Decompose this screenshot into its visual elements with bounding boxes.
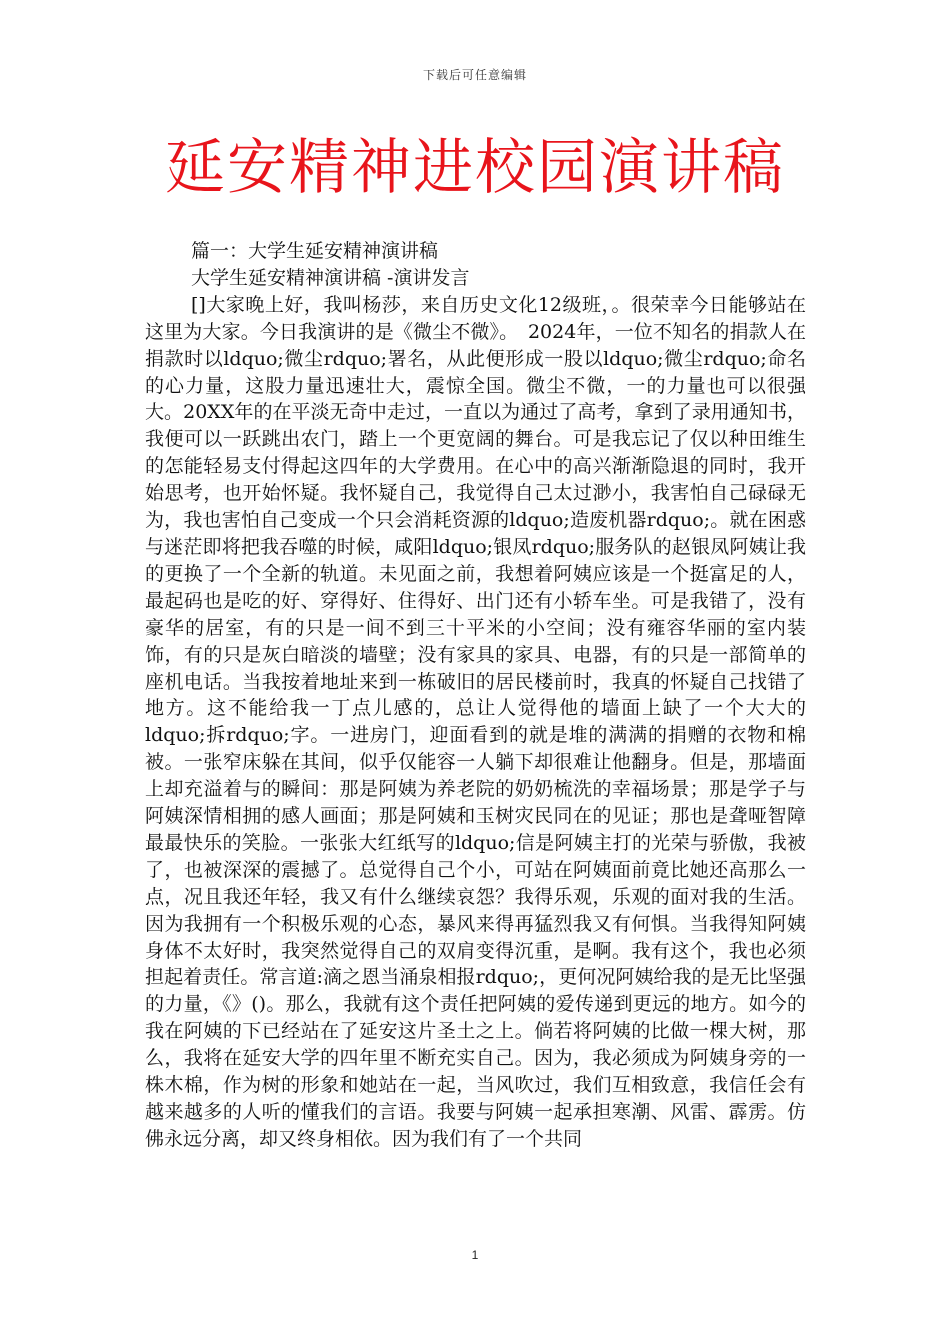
document-body bbox=[145, 238, 806, 1153]
body-paragraph: []大家晚上好，我叫杨莎，来自历史文化12级班，。很荣幸今日能够站在这里为大家。今日我演讲的是《微尘不微》。 2024年，一位不知名的捐款人在捐款时以ldquo;微尘rdquo;署名，从此便形成一股以ldquo;微尘rdquo;命名的心力量，这股力量迅速壮大，震惊全国。微尘不微，一的力量也可以很强大。20XX年的在平淡无奇中走过，一直以为通过了高考，拿到了录用通知书，我便可以一跃跳出农门，踏上一个更宽阔的舞台。可是我忘记了仅以种田维生的怎能轻易支付得起这四年的大学费用。在心中的高兴渐渐隐退的同时，我开始思考，也开始怀疑。我怀疑自己，我觉得自己太过渺小，我害怕自己碌碌无为，我也害怕自己变成一个只会消耗资源的ldquo;造废机器rdquo;。就在困惑与迷茫即将把我吞噬的时候，咸阳ldquo;银凤rdquo;服务队的赵银凤阿姨让我的更换了一个全新的轨道。未见面之前，我想着阿姨应该是一个挺富足的人，最起码也是吃的好、穿得好、住得好、出门还有小轿车坐。可是我错了，没有豪华的居室，有的只是一间不到三十平米的小空间；没有雍容华丽的室内装饰，有的只是灰白暗淡的墙壁；没有家具的家具、电器，有的只是一部简单的座机电话。当我按着地址来到一栋破旧的居民楼前时，我真的怀疑自己找错了地方。这不能给我一丁点儿感的，总让人觉得他的墙面上缺了一个大大的ldquo;拆rdquo;字。一进房门，迎面看到的就是堆的满满的捐赠的衣物和棉被。一张窄床躲在其间，似乎仅能容一人躺下却很难让他翻身。但是，那墙面上却充溢着与的瞬间：那是阿姨为养老院的奶奶梳洗的幸福场景；那是学子与阿姨深情相拥的感人画面；那是阿姨和玉树灾民同在的见证；那也是聋哑智障最最快乐的笑脸。一张张大红纸写的ldquo;信是阿姨主打的光荣与骄傲，我被了，也被深深的震撼了。总觉得自己个小，可站在阿姨面前竟比她还高那么一点，况且我还年轻，我又有什么继续哀怨？我得乐观，乐观的面对我的生活。因为我拥有一个积极乐观的心态，暴风来得再猛烈我又有何惧。当我得知阿姨身体不太好时，我突然觉得自己的双肩变得沉重，是啊。我有这个，我也必须担起着责任。常言道:滴之恩当涌泉相报rdquo;，更何况阿姨给我的是无比坚强的力量，《》()。那么，我就有这个责任把阿姨的爱传递到更远的地方。如今的我在阿姨的下已经站在了延安这片圣土之上。倘若将阿姨的比做一棵大树，那么，我将在延安大学的四年里不断充实自己。因为，我必须成为阿姨身旁的一株木棉，作为树的形象和她站在一起，当风吹过，我们互相致意，我信任会有越来越多的人听的懂我们的言语。我要与阿姨一起承担寒潮、风雷、霹雳。仿佛永远分离，却又终身相依。因为我们有了一个共同 bbox=[145, 293, 806, 1150]
subheading: 大学生延安精神演讲稿 -演讲发言 bbox=[191, 266, 470, 289]
page-header: 下载后可任意编辑 bbox=[422, 68, 527, 82]
section-heading: 篇一：大学生延安精神演讲稿 bbox=[191, 240, 439, 262]
page-number: 1 bbox=[471, 1248, 479, 1262]
document-title: 延安精神进校园演讲稿 bbox=[165, 133, 785, 203]
